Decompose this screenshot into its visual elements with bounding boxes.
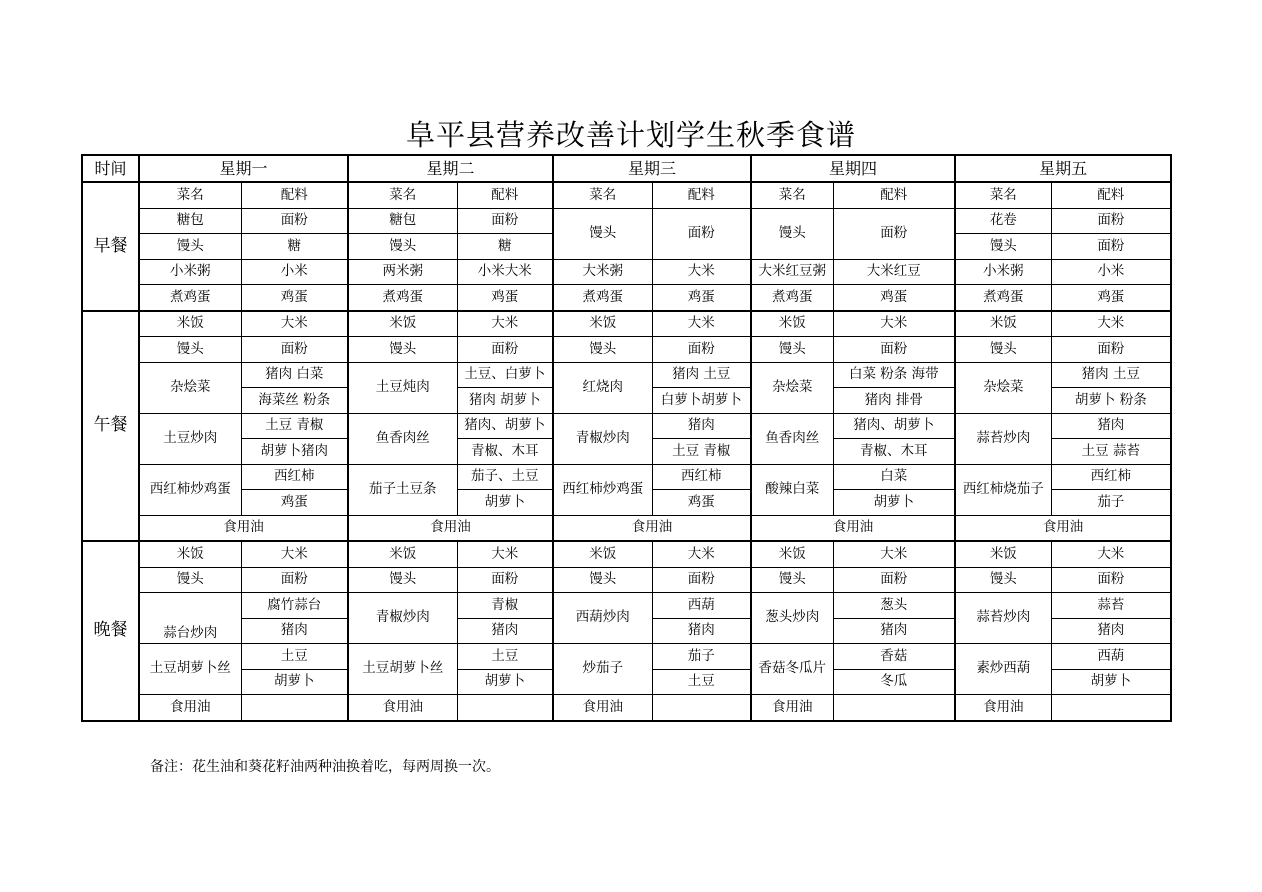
dish-label: 菜名 (751, 182, 833, 208)
day-header: 星期五 (955, 155, 1171, 182)
oil-cell: 食用油 (139, 695, 241, 721)
ingredient-cell: 西红柿 (1051, 464, 1171, 490)
ingredient-cell: 腐竹蒜台 (241, 593, 348, 619)
ingredient-cell: 猪肉 土豆 (652, 362, 751, 388)
dish-cell: 蒜苔炒肉 (955, 413, 1051, 464)
ingredient-label: 配料 (1051, 182, 1171, 208)
ingredient-cell: 大米红豆 (833, 259, 955, 285)
ingredient-cell: 猪肉 白菜 (241, 362, 348, 388)
day-header: 星期三 (553, 155, 751, 182)
ingredient-cell: 糖 (457, 234, 553, 260)
ingredient-cell: 青椒、木耳 (833, 439, 955, 465)
dish-cell: 米饭 (348, 311, 457, 337)
dish-cell: 两米粥 (348, 259, 457, 285)
ingredient-cell: 蒜苔 (1051, 593, 1171, 619)
oil-cell: 食用油 (348, 515, 553, 541)
dish-cell: 米饭 (139, 311, 241, 337)
ingredient-cell: 面粉 (241, 208, 348, 234)
ingredient-cell: 白菜 粉条 海带 (833, 362, 955, 388)
ingredient-cell: 茄子 (1051, 490, 1171, 516)
ingredient-cell: 鸡蛋 (652, 285, 751, 311)
dish-cell: 煮鸡蛋 (751, 285, 833, 311)
dish-cell: 煮鸡蛋 (348, 285, 457, 311)
ingredient-cell: 西红柿 (652, 464, 751, 490)
dish-cell: 馒头 (751, 337, 833, 363)
dish-label: 菜名 (139, 182, 241, 208)
dish-cell: 蒜苔炒肉 (955, 593, 1051, 644)
dish-label: 菜名 (955, 182, 1051, 208)
ingredient-cell: 鸡蛋 (833, 285, 955, 311)
dish-cell: 米饭 (751, 541, 833, 567)
oil-cell: 食用油 (751, 515, 955, 541)
dish-cell: 煮鸡蛋 (139, 285, 241, 311)
ingredient-cell: 猪肉 (833, 618, 955, 644)
page-title: 阜平县营养改善计划学生秋季食谱 (405, 118, 856, 152)
ingredient-cell: 鸡蛋 (1051, 285, 1171, 311)
ingredient-cell: 小米 (1051, 259, 1171, 285)
dish-cell: 馒头 (553, 567, 652, 593)
ingredient-cell: 面粉 (833, 208, 955, 259)
ingredient-cell: 小米大米 (457, 259, 553, 285)
ingredient-cell: 海菜丝 粉条 (241, 388, 348, 414)
dish-cell: 鱼香肉丝 (348, 413, 457, 464)
ingredient-cell: 大米 (652, 259, 751, 285)
empty-cell (241, 695, 348, 721)
day-header: 星期二 (348, 155, 553, 182)
dish-cell: 素炒西葫 (955, 644, 1051, 695)
ingredient-cell: 土豆 青椒 (652, 439, 751, 465)
dish-cell: 花卷 (955, 208, 1051, 234)
dish-cell: 馒头 (139, 337, 241, 363)
dish-cell: 煮鸡蛋 (553, 285, 652, 311)
dish-cell: 馒头 (751, 208, 833, 259)
empty-cell (652, 695, 751, 721)
ingredient-cell: 土豆 (241, 644, 348, 670)
ingredient-cell: 面粉 (652, 208, 751, 259)
dish-cell: 馒头 (139, 567, 241, 593)
ingredient-cell: 面粉 (457, 208, 553, 234)
dish-cell: 馒头 (955, 567, 1051, 593)
oil-cell: 食用油 (553, 515, 751, 541)
empty-cell (457, 695, 553, 721)
dish-cell: 小米粥 (955, 259, 1051, 285)
ingredient-cell: 胡萝卜 粉条 (1051, 388, 1171, 414)
ingredient-cell: 大米 (457, 311, 553, 337)
ingredient-cell: 鸡蛋 (241, 490, 348, 516)
dish-cell: 米饭 (553, 541, 652, 567)
oil-cell: 食用油 (553, 695, 652, 721)
ingredient-cell: 猪肉、胡萝卜 (833, 413, 955, 439)
ingredient-cell: 面粉 (457, 567, 553, 593)
ingredient-label: 配料 (833, 182, 955, 208)
ingredient-cell: 大米 (1051, 311, 1171, 337)
dish-cell: 馒头 (553, 337, 652, 363)
ingredient-cell: 面粉 (833, 567, 955, 593)
ingredient-cell: 白菜 (833, 464, 955, 490)
ingredient-cell: 糖 (241, 234, 348, 260)
dish-cell: 米饭 (955, 311, 1051, 337)
dish-cell: 土豆胡萝卜丝 (139, 644, 241, 695)
oil-cell: 食用油 (751, 695, 833, 721)
dish-cell: 馒头 (348, 234, 457, 260)
ingredient-cell: 面粉 (1051, 567, 1171, 593)
ingredient-cell: 猪肉 胡萝卜 (457, 388, 553, 414)
ingredient-cell: 胡萝卜 (833, 490, 955, 516)
ingredient-label: 配料 (652, 182, 751, 208)
oil-cell: 食用油 (139, 515, 348, 541)
dish-cell: 炒茄子 (553, 644, 652, 695)
dish-cell: 馒头 (955, 337, 1051, 363)
ingredient-cell: 大米 (652, 541, 751, 567)
dish-cell: 蒜台炒肉 (139, 593, 241, 644)
ingredient-cell: 面粉 (1051, 337, 1171, 363)
day-header: 星期四 (751, 155, 955, 182)
ingredient-cell: 胡萝卜 (241, 669, 348, 695)
ingredient-cell: 猪肉、胡萝卜 (457, 413, 553, 439)
dish-label: 菜名 (553, 182, 652, 208)
ingredient-cell: 大米 (833, 311, 955, 337)
dish-cell: 米饭 (955, 541, 1051, 567)
ingredient-cell: 猪肉 (1051, 413, 1171, 439)
ingredient-cell: 小米 (241, 259, 348, 285)
ingredient-cell: 土豆、白萝卜 (457, 362, 553, 388)
dish-cell: 米饭 (348, 541, 457, 567)
ingredient-cell: 猪肉 (652, 413, 751, 439)
ingredient-cell: 鸡蛋 (241, 285, 348, 311)
ingredient-cell: 猪肉 土豆 (1051, 362, 1171, 388)
dish-cell: 土豆胡萝卜丝 (348, 644, 457, 695)
dish-cell: 米饭 (553, 311, 652, 337)
ingredient-cell: 香菇 (833, 644, 955, 670)
ingredient-cell: 冬瓜 (833, 669, 955, 695)
empty-cell (833, 695, 955, 721)
ingredient-cell: 猪肉 (457, 618, 553, 644)
ingredient-cell: 面粉 (241, 337, 348, 363)
ingredient-cell: 面粉 (833, 337, 955, 363)
day-header: 星期一 (139, 155, 348, 182)
ingredient-cell: 鸡蛋 (652, 490, 751, 516)
dish-cell: 馒头 (348, 567, 457, 593)
ingredient-cell: 土豆 青椒 (241, 413, 348, 439)
dish-cell: 西红柿烧茄子 (955, 464, 1051, 515)
ingredient-cell: 土豆 (652, 669, 751, 695)
oil-cell: 食用油 (955, 515, 1171, 541)
meal-label-lunch: 午餐 (82, 311, 139, 542)
footnote: 备注：花生油和葵花籽油两种油换着吃，每两周换一次。 (150, 759, 500, 775)
ingredient-cell: 猪肉 (241, 618, 348, 644)
ingredient-cell: 白萝卜胡萝卜 (652, 388, 751, 414)
ingredient-cell: 猪肉 (652, 618, 751, 644)
ingredient-cell: 西葫 (652, 593, 751, 619)
dish-cell: 西红柿炒鸡蛋 (139, 464, 241, 515)
menu-table (81, 154, 1172, 722)
ingredient-cell: 大米 (833, 541, 955, 567)
ingredient-cell: 猪肉 (1051, 618, 1171, 644)
ingredient-cell: 面粉 (1051, 234, 1171, 260)
ingredient-cell: 面粉 (652, 337, 751, 363)
dish-cell: 杂烩菜 (955, 362, 1051, 413)
dish-cell: 馒头 (751, 567, 833, 593)
dish-cell: 土豆炒肉 (139, 413, 241, 464)
dish-cell: 酸辣白菜 (751, 464, 833, 515)
ingredient-cell: 面粉 (457, 337, 553, 363)
dish-cell: 青椒炒肉 (348, 593, 457, 644)
ingredient-cell: 胡萝卜猪肉 (241, 439, 348, 465)
dish-cell: 馒头 (955, 234, 1051, 260)
ingredient-cell: 面粉 (241, 567, 348, 593)
oil-cell: 食用油 (955, 695, 1051, 721)
dish-cell: 香菇冬瓜片 (751, 644, 833, 695)
time-header: 时间 (82, 155, 139, 182)
ingredient-cell: 大米 (652, 311, 751, 337)
ingredient-cell: 土豆 (457, 644, 553, 670)
ingredient-cell: 茄子 (652, 644, 751, 670)
meal-label-breakfast: 早餐 (82, 182, 139, 311)
ingredient-cell: 西葫 (1051, 644, 1171, 670)
ingredient-cell: 西红柿 (241, 464, 348, 490)
dish-cell: 糖包 (139, 208, 241, 234)
dish-cell: 西红柿炒鸡蛋 (553, 464, 652, 515)
ingredient-cell: 土豆 蒜苔 (1051, 439, 1171, 465)
ingredient-cell: 胡萝卜 (457, 669, 553, 695)
ingredient-cell: 葱头 (833, 593, 955, 619)
dish-cell: 土豆炖肉 (348, 362, 457, 413)
dish-cell: 米饭 (139, 541, 241, 567)
dish-cell: 糖包 (348, 208, 457, 234)
dish-cell: 杂烩菜 (751, 362, 833, 413)
ingredient-cell: 青椒 (457, 593, 553, 619)
ingredient-cell: 胡萝卜 (457, 490, 553, 516)
dish-cell: 葱头炒肉 (751, 593, 833, 644)
ingredient-cell: 面粉 (1051, 208, 1171, 234)
ingredient-cell: 大米 (241, 541, 348, 567)
empty-cell (1051, 695, 1171, 721)
dish-cell: 茄子土豆条 (348, 464, 457, 515)
dish-cell: 馒头 (348, 337, 457, 363)
dish-cell: 大米红豆粥 (751, 259, 833, 285)
ingredient-label: 配料 (457, 182, 553, 208)
ingredient-cell: 胡萝卜 (1051, 669, 1171, 695)
dish-cell: 西葫炒肉 (553, 593, 652, 644)
meal-label-dinner: 晚餐 (82, 541, 139, 721)
dish-cell: 大米粥 (553, 259, 652, 285)
dish-cell: 杂烩菜 (139, 362, 241, 413)
dish-label: 菜名 (348, 182, 457, 208)
ingredient-cell: 猪肉 排骨 (833, 388, 955, 414)
dish-cell: 煮鸡蛋 (955, 285, 1051, 311)
ingredient-label: 配料 (241, 182, 348, 208)
dish-cell: 小米粥 (139, 259, 241, 285)
dish-cell: 馒头 (553, 208, 652, 259)
ingredient-cell: 大米 (457, 541, 553, 567)
ingredient-cell: 面粉 (652, 567, 751, 593)
dish-cell: 青椒炒肉 (553, 413, 652, 464)
dish-cell: 鱼香肉丝 (751, 413, 833, 464)
dish-cell: 米饭 (751, 311, 833, 337)
dish-cell: 馒头 (139, 234, 241, 260)
ingredient-cell: 大米 (1051, 541, 1171, 567)
oil-cell: 食用油 (348, 695, 457, 721)
ingredient-cell: 青椒、木耳 (457, 439, 553, 465)
ingredient-cell: 大米 (241, 311, 348, 337)
dish-cell: 红烧肉 (553, 362, 652, 413)
ingredient-cell: 茄子、土豆 (457, 464, 553, 490)
ingredient-cell: 鸡蛋 (457, 285, 553, 311)
